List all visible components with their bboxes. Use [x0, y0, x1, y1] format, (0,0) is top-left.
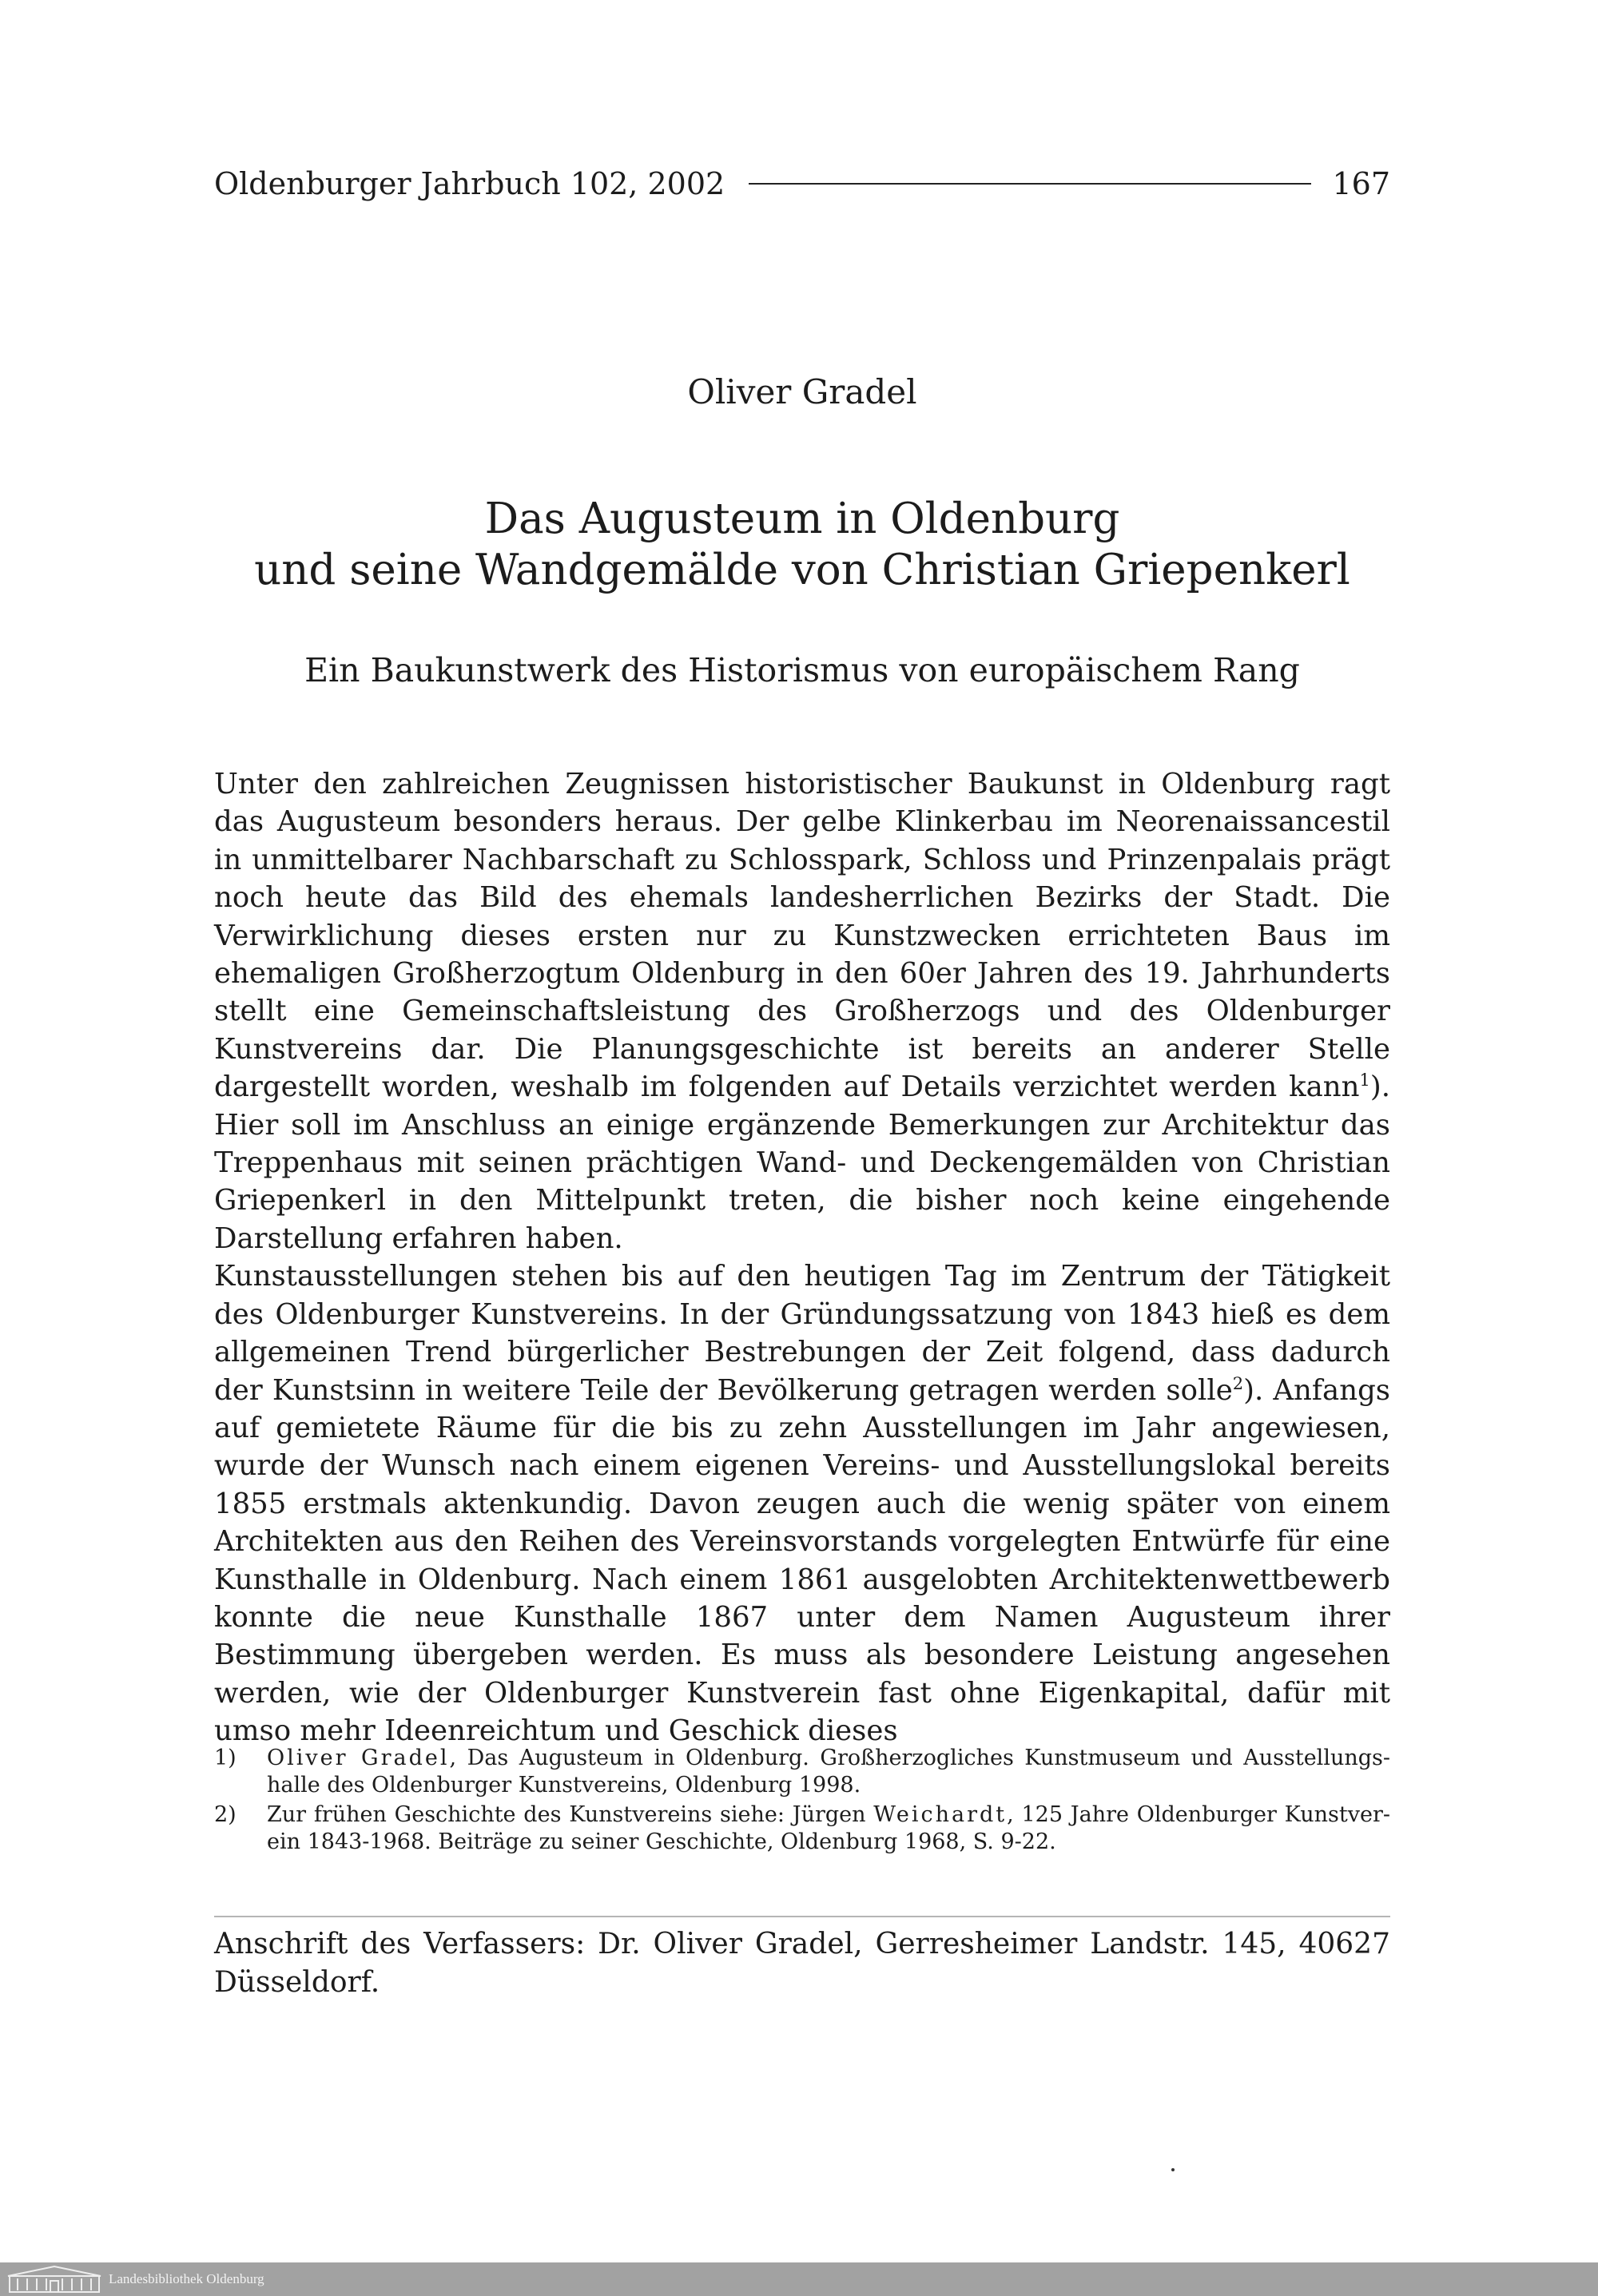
footnotes: [214, 1745, 1390, 1858]
running-head: [214, 164, 1390, 204]
paragraph-2-text-b: ). Anfangs auf gemietete Räume für die bis zu zehn Ausstellungen im Jahr angewiesen, wurde der Wunsch nach einem eigenen Vereins- und Ausstellungslokal bereits 1855 erstmals aktenkundig. Davon zeugen auch die wenig später von einem Architekten aus den Reihen des Vereinsvorstands vorgelegten Entwürfe für eine Kunsthalle in Oldenburg. Nach einem 1861 ausgelobten Architektenwettbewerb konnte die neue Kunsthalle 1867 unter dem Namen Augusteum ihrer Bestimmung übergeben werden. Es muss als besondere Leistung angesehen werden, wie der Oldenburger Kunstverein fast ohne Eigenkapital, dafür mit umso mehr Ideenreichtum und Geschick dieses: [214, 1373, 1391, 1748]
footnote-author: Weichardt: [873, 1802, 1008, 1827]
footnote-ref-2: 2: [1232, 1373, 1244, 1393]
paragraph-2: [214, 1257, 1390, 1750]
author-address: Anschrift des Verfassers: Dr. Oliver Gradel, Gerresheimer Landstr. 145, 40627 Düsseldorf.: [214, 1928, 1390, 1999]
footnote-text: [267, 1801, 1390, 1856]
page-number: 167: [1332, 166, 1390, 201]
paragraph-1-text-a: Unter den zahlreichen Zeugnissen historistischer Baukunst in Oldenburg ragt das Augusteum besonders heraus. Der gelbe Klinkerbau im Neorenaissancestil in unmittelbarer Nachbarschaft zu Schlosspark, Schloss und Prinzenpalais prägt noch heute das Bild des ehemals landesherrlichen Bezirks der Stadt. Die Verwirklichung dieses ersten nur zu Kunstzwecken errichteten Baus im ehemaligen Großherzogtum Oldenburg in den 60er Jahren des 19. Jahrhunderts stellt eine Gemeinschaftsleistung des Großherzogs und des Oldenburger Kunstvereins dar. Die Planungsgeschichte ist bereits an anderer Stelle dargestellt worden, weshalb im folgenden auf Details verzichtet werden kann: [214, 768, 1390, 1104]
article-title: [192, 494, 1413, 596]
footnote-citation: , 125 Jahre Oldenburger Kunstverein 1843-1968. Beiträge zu seiner Geschichte, Oldenburg 1968, S. 9-22.: [267, 1802, 1391, 1854]
scan-speck: [1171, 2168, 1175, 2171]
footnote-text: [267, 1745, 1390, 1799]
header-rule: [749, 183, 1311, 185]
paragraph-1-text-b: ). Hier soll im Anschluss an einige ergänzende Bemerkungen zur Architektur das Treppenhaus mit seinen prächtigen Wand- und Deckengemälden von Christian Griepenkerl in den Mittelpunkt treten, die bisher noch keine eingehende Darstellung erfahren haben.: [214, 1071, 1390, 1255]
address-divider: [214, 1916, 1390, 1917]
library-name: Landesbibliothek Oldenburg: [109, 2271, 264, 2286]
paragraph-2-text-a: Kunstausstellungen stehen bis auf den heutigen Tag im Zentrum der Tätigkeit des Oldenburger Kunstvereins. In der Gründungssatzung von 1843 hieß es dem allgemeinen Trend bürgerlicher Bestrebungen der Zeit folgend, dass dadurch der Kunstsinn in weitere Teile der Bevölkerung getragen werden solle: [214, 1260, 1390, 1407]
library-footer-bar: [0, 2262, 1598, 2296]
article-author: Oliver Gradel: [687, 372, 917, 411]
footnote-1: [214, 1745, 1390, 1799]
article-body: [214, 765, 1390, 1750]
library-building-icon: [6, 2265, 102, 2294]
footnote-number: 1): [214, 1746, 237, 1770]
article-subtitle: Ein Baukunstwerk des Historismus von europäischem Rang: [304, 651, 1300, 689]
footnote-ref-1: 1: [1359, 1071, 1370, 1090]
footnote-2: [214, 1801, 1390, 1856]
title-line-1: Das Augusteum in Oldenburg: [484, 495, 1120, 543]
title-line-2: und seine Wandgemälde von Christian Griepenkerl: [254, 546, 1350, 594]
footnote-number: 2): [214, 1802, 237, 1827]
footnote-prefix: Zur frühen Geschichte des Kunstvereins siehe: Jürgen: [267, 1802, 874, 1827]
footnote-citation: , Das Augusteum in Oldenburg. Großherzogliches Kunstmuseum und Ausstellungshalle des Oldenburger Kunstvereins, Oldenburg 1998.: [267, 1746, 1390, 1797]
footnote-author: Oliver Gradel: [267, 1746, 450, 1770]
journal-title: Oldenburger Jahrbuch 102, 2002: [214, 166, 725, 201]
paragraph-1: [214, 765, 1390, 1257]
